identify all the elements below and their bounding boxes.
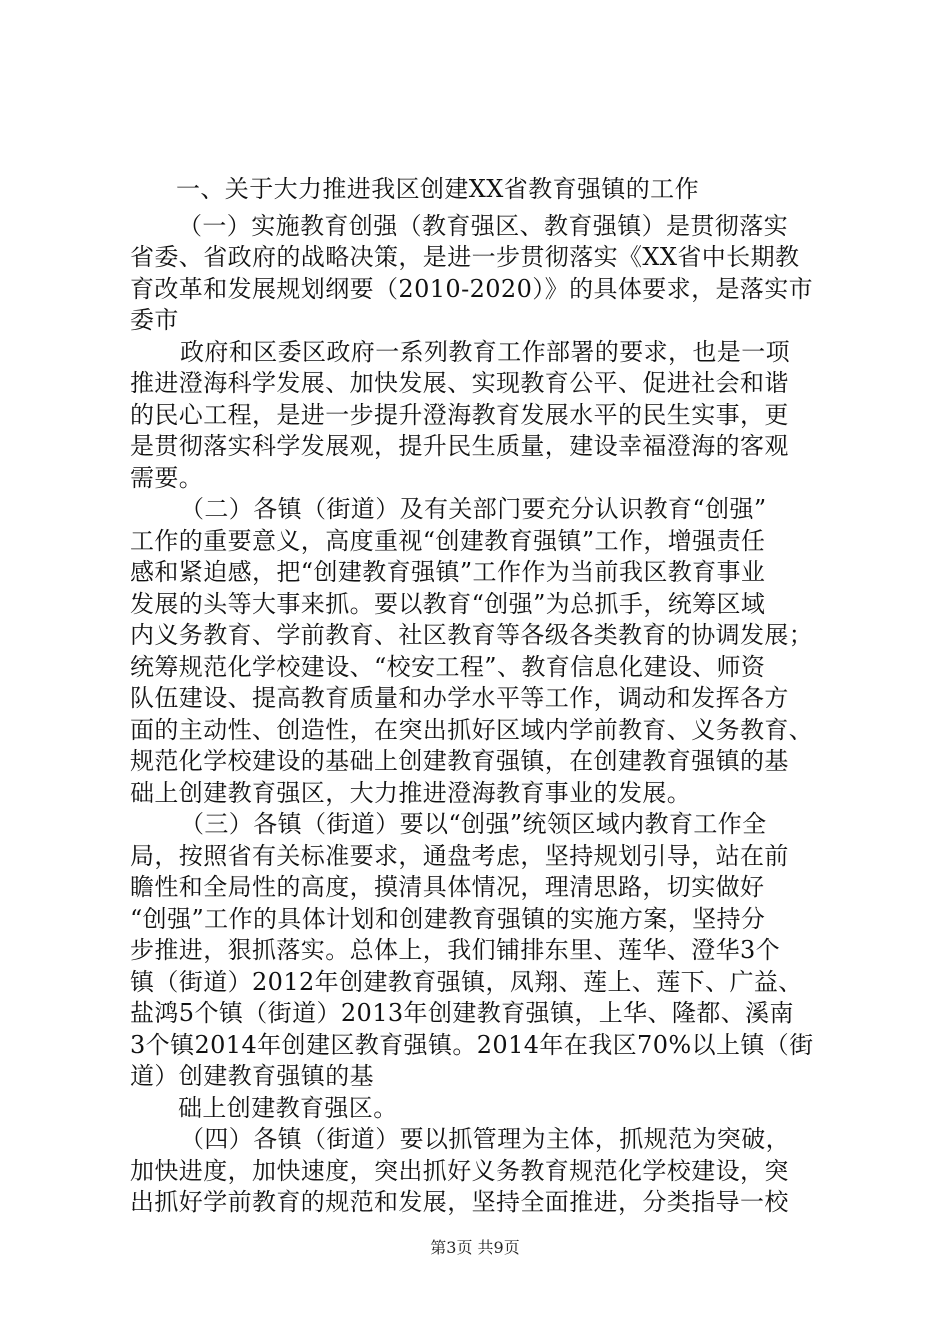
paragraph-6 xyxy=(130,1124,830,1219)
text-line: 是贯彻落实科学发展观，提升民生质量，建设幸福澄海的客观 xyxy=(130,432,789,460)
text-line: 队伍建设、提高教育质量和办学水平等工作，调动和发挥各方 xyxy=(130,684,789,712)
page-footer: 第3页 共9页 xyxy=(430,1238,520,1257)
document-body xyxy=(130,174,830,1219)
text-line: 工作的重要意义，高度重视“创建教育强镇”工作，增强责任 xyxy=(130,526,766,555)
text-line: 的民心工程，是进一步提升澄海教育发展水平的民生实事，更 xyxy=(130,400,789,429)
paragraph-3 xyxy=(130,494,830,809)
text-line: 道）创建教育强镇的基 xyxy=(130,1062,374,1090)
text-line: 推进澄海科学发展、加快发展、实现教育公平、促进社会和谐 xyxy=(130,369,789,397)
text-line: 规范化学校建设的基础上创建教育强镇，在创建教育强镇的基 xyxy=(130,747,789,775)
text-line: 政府和区委区政府一系列教育工作部署的要求，也是一项 xyxy=(180,337,790,366)
text-line: 础上创建教育强区。 xyxy=(178,1093,398,1122)
text-line: 盐鸿5个镇（街道）2013年创建教育强镇，上华、隆都、溪南 xyxy=(130,999,794,1027)
text-line: 统筹规范化学校建设、“校安工程”、教育信息化建设、师资 xyxy=(130,652,766,681)
text-line: 内义务教育、学前教育、社区教育等各级各类教育的协调发展； xyxy=(130,621,814,649)
paragraph-1 xyxy=(130,211,830,337)
text-line: （四）各镇（街道）要以抓管理为主体，抓规范为突破， xyxy=(180,1125,790,1153)
text-line: 步推进，狠抓落实。总体上，我们铺排东里、莲华、澄华3个 xyxy=(130,936,781,964)
section-heading: 一、关于大力推进我区创建XX省教育强镇的工作 xyxy=(176,175,699,203)
text-line: 省委、省政府的战略决策，是进一步贯彻落实《XX省中长期教 xyxy=(130,243,800,271)
text-line: 瞻性和全局性的高度，摸清具体情况，理清思路，切实做好 xyxy=(130,873,765,901)
text-line: 加快进度，加快速度，突出抓好义务教育规范化学校建设，突 xyxy=(130,1156,789,1185)
text-line: （二）各镇（街道）及有关部门要充分认识教育“创强” xyxy=(180,495,767,523)
text-line: 发展的头等大事来抓。要以教育“创强”为总抓手，统筹区域 xyxy=(130,589,766,618)
text-line: 3个镇2014年创建区教育强镇。2014年在我区70%以上镇（街 xyxy=(130,1030,814,1059)
text-line: 感和紧迫感，把“创建教育强镇”工作作为当前我区教育事业 xyxy=(130,558,766,586)
paragraph-5 xyxy=(130,1093,830,1125)
text-line: 镇（街道）2012年创建教育强镇，凤翔、莲上、莲下、广益、 xyxy=(130,967,803,996)
text-line: 委市 xyxy=(130,306,179,334)
text-line: 需要。 xyxy=(130,463,204,492)
paragraph-2 xyxy=(130,337,830,495)
text-line: 础上创建教育强区，大力推进澄海教育事业的发展。 xyxy=(130,778,692,807)
text-line: 面的主动性、创造性，在突出抓好区域内学前教育、义务教育、 xyxy=(130,715,814,744)
text-line: 出抓好学前教育的规范和发展，坚持全面推进，分类指导一校 xyxy=(130,1188,789,1216)
text-line: 育改革和发展规划纲要（2010-2020）》的具体要求，是落实市 xyxy=(130,274,814,303)
text-line: 局，按照省有关标准要求，通盘考虑，坚持规划引导，站在前 xyxy=(130,841,789,870)
text-line: （三）各镇（街道）要以“创强”统领区域内教育工作全 xyxy=(180,810,767,838)
paragraph-4 xyxy=(130,809,830,1093)
text-line: “创强”工作的具体计划和创建教育强镇的实施方案，坚持分 xyxy=(130,904,766,933)
text-line: （一）实施教育创强（教育强区、教育强镇）是贯彻落实 xyxy=(178,211,788,240)
